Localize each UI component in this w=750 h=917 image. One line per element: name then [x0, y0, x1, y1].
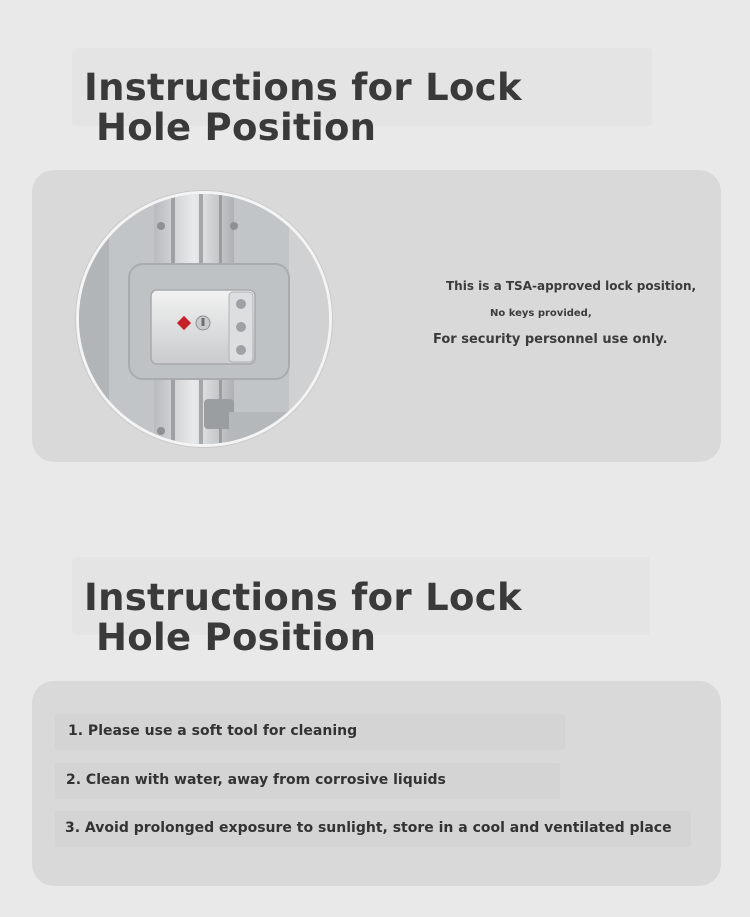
care-instruction-3: 3. Avoid prolonged exposure to sunlight, store in a cool and ventilated place [65, 820, 672, 836]
section-title-1-line2: Hole Position [96, 106, 377, 149]
care-instruction-1: 1. Please use a soft tool for cleaning [68, 723, 358, 739]
no-keys-text: No keys provided, [490, 308, 592, 319]
section-title-1 [84, 68, 522, 148]
tsa-lock-photo [76, 191, 332, 447]
section-title-2-line2: Hole Position [96, 616, 377, 659]
care-instruction-2: 2. Clean with water, away from corrosive liquids [66, 772, 446, 788]
section-title-2 [84, 578, 522, 658]
section-title-2-line1: Instructions for Lock [84, 576, 522, 619]
section-title-1-line1: Instructions for Lock [84, 66, 522, 109]
tsa-lock-illustration [79, 194, 329, 444]
security-personnel-text: For security personnel use only. [433, 332, 668, 347]
tsa-approved-text: This is a TSA-approved lock position, [446, 279, 697, 293]
